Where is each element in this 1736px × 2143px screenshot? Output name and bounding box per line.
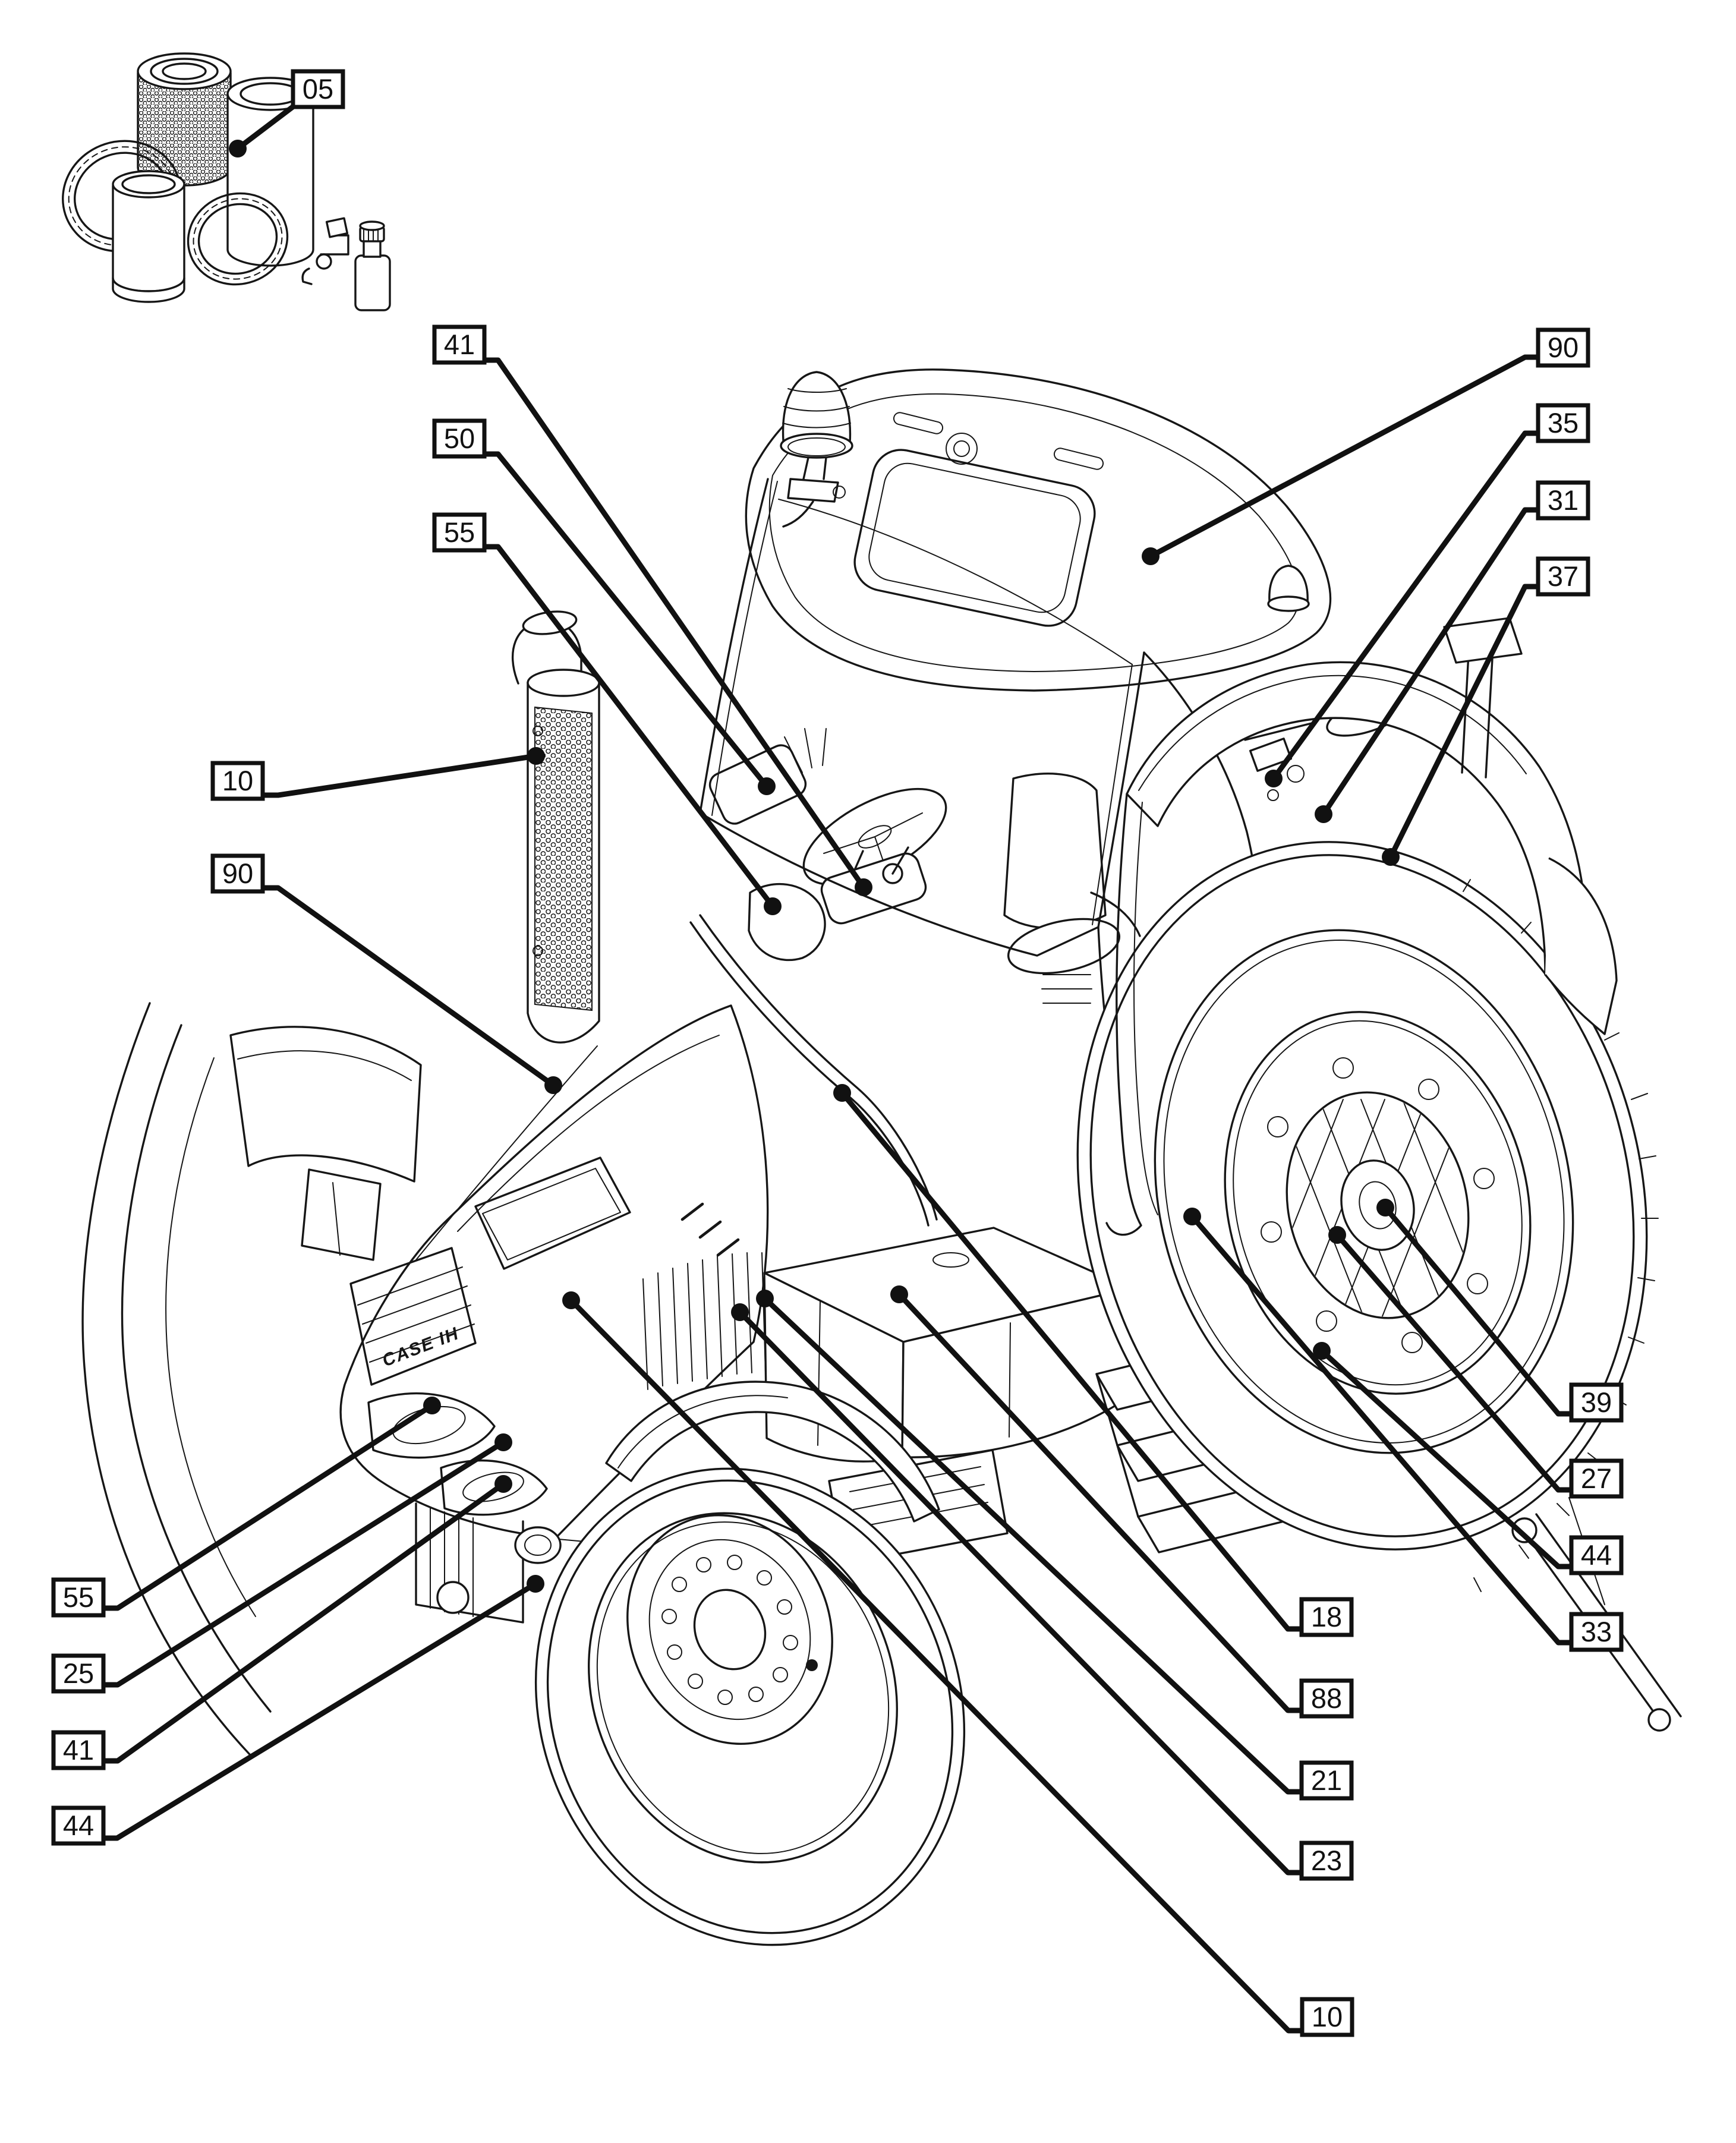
left-rear-fender xyxy=(231,1027,421,1260)
leader-dot-88 xyxy=(890,1285,908,1303)
leader-dot-21 xyxy=(756,1290,774,1307)
callout-label-50: 50 xyxy=(443,423,475,454)
valve-stem xyxy=(806,1659,818,1671)
leader-dot-33 xyxy=(1183,1208,1201,1225)
leader-line-10l xyxy=(263,756,536,795)
leader-line-55b xyxy=(103,1405,432,1608)
callout-label-41b: 41 xyxy=(62,1734,94,1766)
callout-label-37: 37 xyxy=(1547,560,1579,592)
leader-dot-05 xyxy=(229,140,247,157)
callout-label-55t: 55 xyxy=(443,516,475,548)
callout-label-31: 31 xyxy=(1547,484,1579,516)
callout-label-55b: 55 xyxy=(62,1581,94,1613)
callout-label-90r: 90 xyxy=(1547,332,1579,363)
leader-dot-37 xyxy=(1382,848,1400,866)
leader-dot-50 xyxy=(758,777,776,795)
pedal-housing xyxy=(749,884,825,960)
leader-dot-31 xyxy=(1315,805,1332,823)
air-filter-outer xyxy=(228,94,313,266)
leader-dot-10l xyxy=(527,747,545,765)
callout-label-33: 33 xyxy=(1580,1616,1612,1647)
additive-bottle xyxy=(355,256,390,310)
leader-dot-23 xyxy=(731,1303,749,1321)
leader-dot-90l xyxy=(544,1076,562,1094)
callout-label-35: 35 xyxy=(1547,407,1579,439)
callout-label-44b: 44 xyxy=(62,1810,94,1841)
leader-dot-41t xyxy=(855,878,872,896)
leader-dot-41b xyxy=(494,1475,512,1493)
leader-dot-27 xyxy=(1328,1226,1346,1244)
leader-dot-35 xyxy=(1265,770,1283,787)
hood-decal-caseih: CASE IH xyxy=(379,1323,462,1371)
callout-label-18: 18 xyxy=(1310,1601,1343,1633)
callout-label-10l: 10 xyxy=(222,765,254,796)
leader-dot-55b xyxy=(423,1397,441,1414)
callout-label-41t: 41 xyxy=(443,329,475,360)
leader-dot-10b xyxy=(562,1291,580,1309)
callout-label-25: 25 xyxy=(62,1657,94,1689)
leader-dot-44b xyxy=(527,1575,544,1593)
cab-interior xyxy=(706,729,1124,1003)
callout-label-44r: 44 xyxy=(1580,1539,1612,1571)
leader-dot-55t xyxy=(764,897,782,915)
callout-label-27: 27 xyxy=(1580,1463,1612,1494)
leader-dot-39 xyxy=(1376,1199,1394,1217)
fitting-elbow xyxy=(321,235,348,254)
oil-filter xyxy=(113,185,184,291)
seat xyxy=(1004,774,1105,928)
leader-dot-25 xyxy=(494,1433,512,1451)
callout-label-05: 05 xyxy=(302,73,334,105)
callout-label-39: 39 xyxy=(1580,1386,1612,1418)
callout-label-10b: 10 xyxy=(1311,2001,1343,2032)
callout-label-21: 21 xyxy=(1310,1764,1343,1796)
leader-line-44b xyxy=(103,1584,535,1838)
leader-dot-18 xyxy=(833,1084,851,1102)
callout-label-88: 88 xyxy=(1310,1682,1343,1714)
leader-dot-90r xyxy=(1142,547,1160,565)
leader-line-25 xyxy=(103,1442,503,1685)
callout-label-90l: 90 xyxy=(222,858,254,889)
exhaust-stack xyxy=(513,609,599,1042)
callout-label-23: 23 xyxy=(1310,1845,1343,1876)
